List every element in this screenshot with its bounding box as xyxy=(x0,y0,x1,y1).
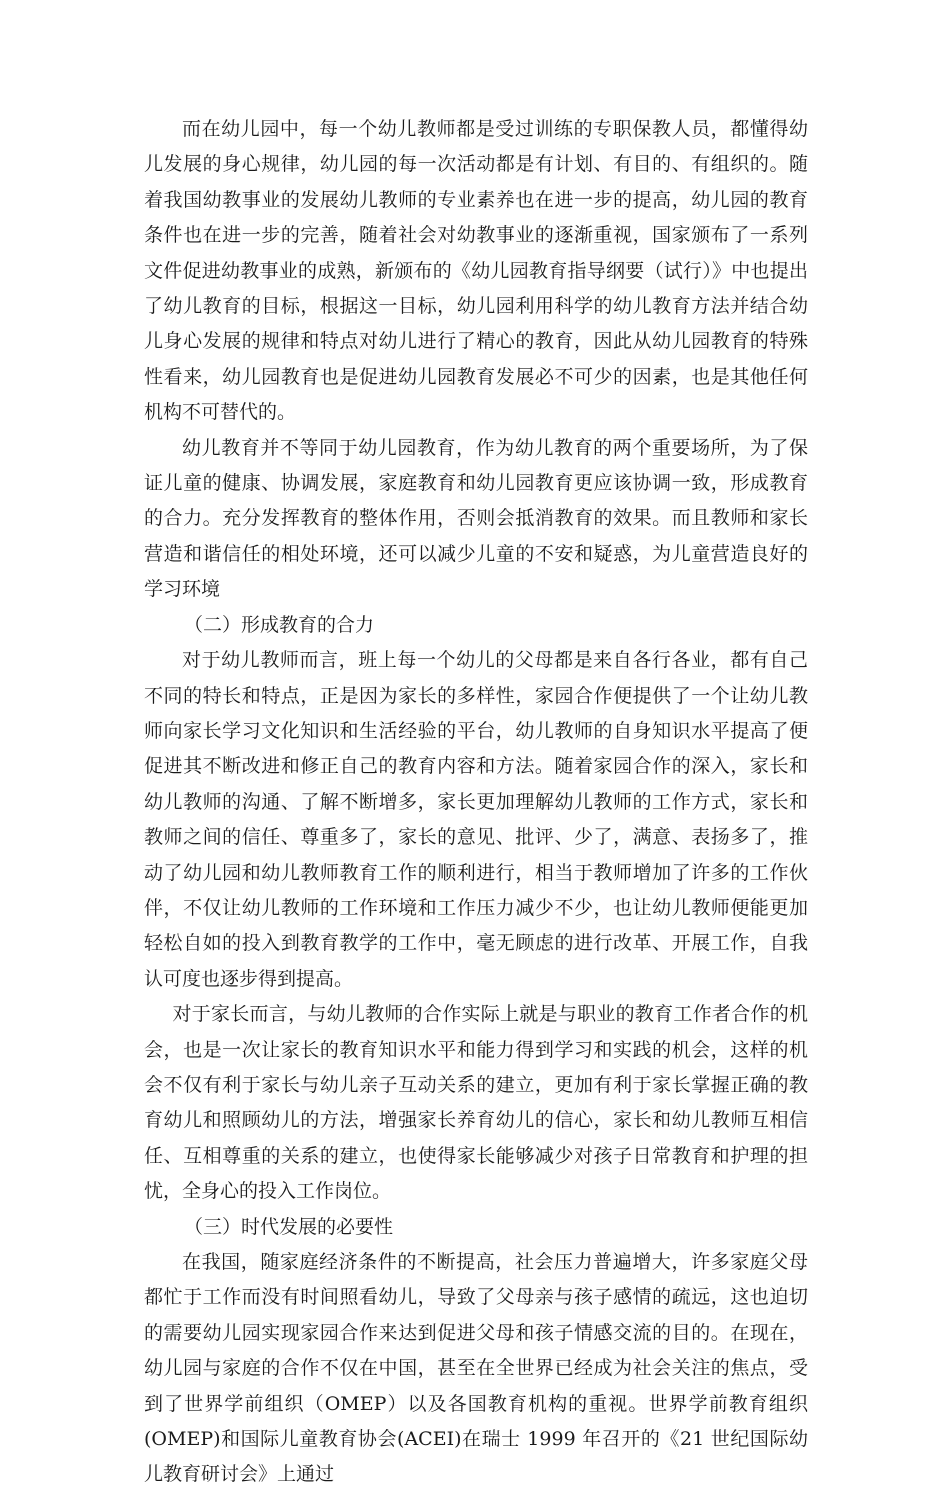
paragraph-for-parents: 对于家长而言，与幼儿教师的合作实际上就是与职业的教育工作者合作的机会，也是一次让家长的教育知识水平和能力得到学习和实践的机会，这样的机会不仅有利于家长与幼儿亲子互动关系的建立，更加有利于家长掌握正确的教育幼儿和照顾幼儿的方法，增强家长养育幼儿的信心，家长和幼儿教师互相信任、互相尊重的关系的建立，也使得家长能够减少对孩子日常教育和护理的担忧，全身心的投入工作岗位。 xyxy=(144,1003,808,1203)
section-heading-era-development: （三）时代发展的必要性 xyxy=(184,1215,394,1238)
paragraph-in-our-country: 在我国，随家庭经济条件的不断提高，社会压力普遍增大，许多家庭父母都忙于工作而没有时间照看幼儿，导致了父母亲与孩子感情的疏远，这也迫切的需要幼儿园实现家园合作来达到促进父母和孩子情感交流的目的。在现在，幼儿园与家庭的合作不仅在中国，甚至在全世界已经成为社会关注的焦点，受到了世界学前组织（OMEP）以及各国教育机构的重视。世界学前教育组织(OMEP)和国际儿童教育协会(ACEI)在瑞士 1999 年召开的《21 世纪国际幼儿教育研讨会》上通过 xyxy=(144,1251,808,1486)
paragraph-kindergarten-education: 而在幼儿园中，每一个幼儿教师都是受过训练的专职保教人员，都懂得幼儿发展的身心规律，幼儿园的每一次活动都是有计划、有目的、有组织的。随着我国幼教事业的发展幼儿教师的专业素养也在进一步的提高，幼儿园的教育条件也在进一步的完善，随着社会对幼教事业的逐渐重视，国家颁布了一系列文件促进幼教事业的成熟，新颁布的《幼儿园教育指导纲要（试行）》中也提出了幼儿教育的目标，根据这一目标，幼儿园利用科学的幼儿教育方法并结合幼儿身心发展的规律和特点对幼儿进行了精心的教育，因此从幼儿园教育的特殊性看来，幼儿园教育也是促进幼儿园教育发展必不可少的因素，也是其他任何机构不可替代的。 xyxy=(144,118,808,424)
document-page xyxy=(144,112,808,1493)
section-heading-joint-force: （二）形成教育的合力 xyxy=(184,613,375,636)
paragraph-for-teachers: 对于幼儿教师而言，班上每一个幼儿的父母都是来自各行各业，都有自己不同的特长和特点，正是因为家长的多样性，家园合作便提供了一个让幼儿教师向家长学习文化知识和生活经验的平台，幼儿教师的自身知识水平提高了便促进其不断改进和修正自己的教育内容和方法。随着家园合作的深入，家长和幼儿教师的沟通、了解不断增多，家长更加理解幼儿教师的工作方式，家长和教师之间的信任、尊重多了，家长的意见、批评、少了，满意、表扬多了，推动了幼儿园和幼儿教师教育工作的顺利进行，相当于教师增加了许多的工作伙伴，不仅让幼儿教师的工作环境和工作压力减少不少，也让幼儿教师便能更加轻松自如的投入到教育教学的工作中，毫无顾虑的进行改革、开展工作，自我认可度也逐步得到提高。 xyxy=(144,649,808,990)
paragraph-early-childhood-education: 幼儿教育并不等同于幼儿园教育，作为幼儿教育的两个重要场所，为了保证儿童的健康、协调发展，家庭教育和幼儿园教育更应该协调一致，形成教育的合力。充分发挥教育的整体作用，否则会抵消教育的效果。而且教师和家长营造和谐信任的相处环境，还可以减少儿童的不安和疑惑，为儿童营造良好的学习环境 xyxy=(144,436,808,601)
